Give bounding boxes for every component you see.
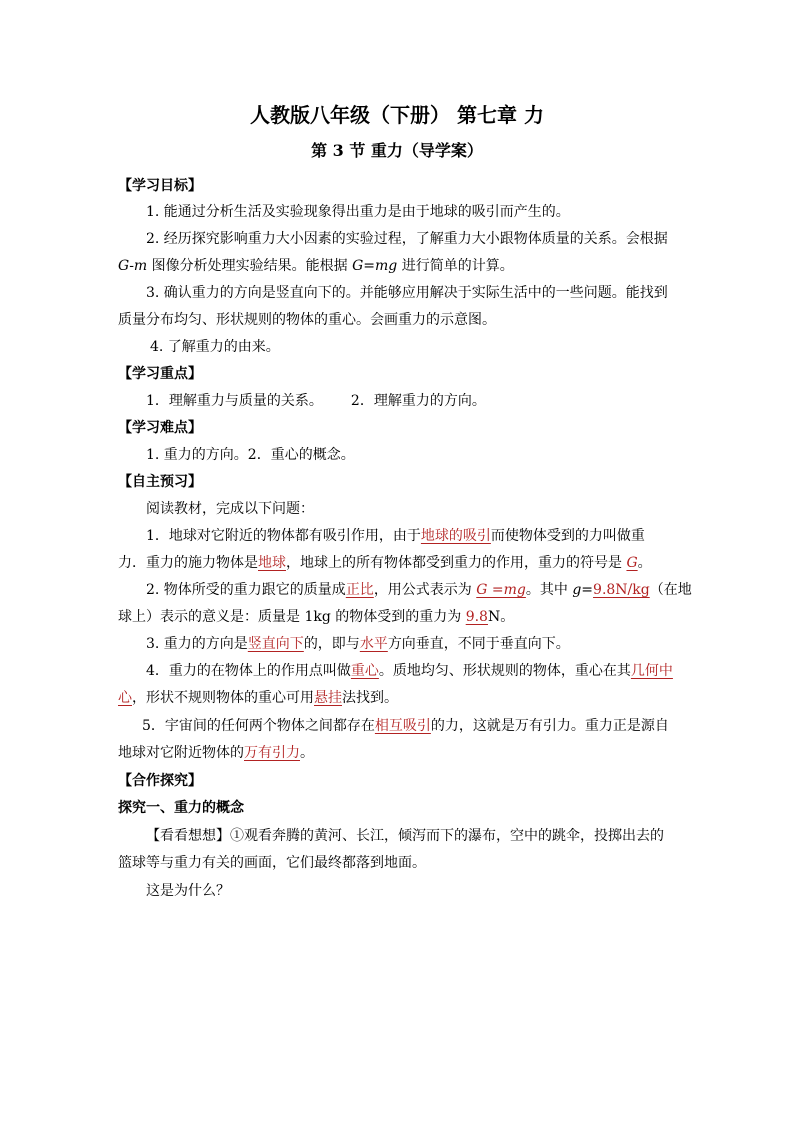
answer-blank: 水平	[359, 636, 388, 652]
objective-2-line2	[118, 256, 678, 276]
objective-3-line2: 质量分布均匀、形状规则的物体的重心。会画重力的示意图。	[118, 312, 496, 328]
preview-q5-line2	[118, 743, 678, 763]
look-label: 【看看想想】	[146, 828, 230, 844]
objective-3-line1: 3. 确认重力的方向是竖直向下的。并能够应用解决于实际生活中的一些问题。能找到	[146, 285, 668, 301]
key-points-line	[146, 391, 706, 411]
answer-blank: 正比	[345, 582, 374, 598]
answer-blank: 万有引力	[244, 745, 300, 761]
text: 的力，这就是万有引力。重力正是源自	[430, 718, 669, 734]
answer-blank: 竖直向下	[247, 636, 304, 652]
text: ①观看奔腾的黄河、长江，倾泻而下的瀑布，空中的跳伞，投掷出去的	[230, 828, 664, 844]
dash: -	[129, 258, 134, 274]
answer-blank: 重心	[350, 663, 379, 679]
key-point-2: 2．理解重力的方向。	[350, 393, 486, 409]
preview-q2-line1	[146, 580, 706, 600]
text: 。	[637, 555, 652, 571]
preview-q1-line1	[146, 526, 706, 546]
text: 。	[300, 745, 314, 761]
preview-q3	[146, 634, 706, 654]
answer-blank: 悬挂	[314, 690, 342, 706]
text: 地球对它附近物体的	[118, 745, 244, 761]
symbol-m: m	[133, 258, 148, 274]
text: 法找到。	[342, 690, 398, 706]
answer-blank: 9.8N/kg	[593, 582, 650, 598]
text: 。其中	[525, 582, 573, 598]
answer-blank: 心	[118, 690, 132, 706]
answer-blank: G =mg	[476, 582, 526, 598]
key-point-1: 1．理解重力与质量的关系。	[146, 393, 323, 409]
text: 力．重力的施力物体是	[118, 555, 258, 571]
objective-2-line1: 2. 经历探究影响重力大小因素的实验过程，了解重力大小跟物体质量的关系。会根据	[146, 231, 668, 247]
preview-q4-line2	[118, 688, 678, 708]
text: 图像分析处理实验结果。能根据	[147, 258, 353, 274]
preview-q5-line1	[142, 716, 702, 736]
objective-1: 1. 能通过分析生活及实验现象得出重力是由于地球的吸引而产生的。	[146, 204, 570, 220]
text: ，地球上的所有物体都受到重力的作用，重力的符号是	[286, 555, 627, 571]
objective-4: 4. 了解重力的由来。	[150, 339, 280, 355]
text: 。质地均匀、形状规则的物体，重心在其	[378, 663, 631, 679]
preview-q1-line2	[118, 553, 678, 573]
text: 而使物体受到的力叫做重	[490, 528, 645, 544]
text: 4．重力的在物体上的作用点叫做	[146, 663, 351, 679]
page-subtitle: 第 3 节 重力（导学案）	[311, 141, 483, 160]
objectives-heading: 【学习目标】	[118, 178, 202, 194]
text: 1．地球对它附近的物体都有吸引作用，由于	[146, 528, 421, 544]
answer-blank: G	[626, 555, 638, 571]
text: 进行简单的计算。	[397, 258, 514, 274]
cooperation-heading: 【合作探究】	[118, 773, 202, 789]
answer-blank: 几何中	[630, 663, 673, 679]
look-think-line1	[146, 826, 706, 846]
difficulties-text: 1. 重力的方向。2．重心的概念。	[146, 447, 355, 463]
look-think-line2: 篮球等与重力有关的画面，它们最终都落到地面。	[118, 855, 426, 871]
why-question: 这是为什么？	[146, 883, 230, 899]
page-title: 人教版八年级（下册） 第七章 力	[250, 103, 544, 127]
text: ，用公式表示为	[373, 582, 477, 598]
text: 方向垂直，不同于垂直向下。	[387, 636, 570, 652]
preview-q4-line1	[146, 661, 706, 681]
difficulties-heading: 【学习难点】	[118, 420, 202, 436]
text: N。	[487, 609, 515, 625]
text: （在地	[649, 582, 692, 598]
text: 的，即与	[303, 636, 360, 652]
text: 5．宇宙间的任何两个物体之间都存在	[142, 718, 375, 734]
key-points-heading: 【学习重点】	[118, 366, 202, 382]
answer-blank: 相互吸引	[374, 718, 431, 734]
text: 球上）表示的意义是：质量是 1kg 的物体受到的重力为	[118, 609, 466, 625]
symbol-G: G	[118, 258, 130, 274]
answer-blank: 地球	[258, 555, 286, 571]
answer-blank: 9.8	[465, 609, 488, 625]
text: 3. 重力的方向是	[146, 636, 248, 652]
text: ，形状不规则物体的重心可用	[132, 690, 314, 706]
answer-blank: 地球的吸引	[420, 528, 491, 544]
preview-intro: 阅读教材，完成以下问题：	[146, 501, 314, 517]
topic-1-heading: 探究一、重力的概念	[118, 800, 244, 816]
text: 2. 物体所受的重力跟它的质量成	[146, 582, 346, 598]
symbol-g: g	[572, 582, 582, 598]
formula: G=mg	[352, 258, 398, 274]
preview-heading: 【自主预习】	[118, 474, 202, 490]
text: =	[581, 582, 594, 598]
preview-q2-line2	[118, 607, 678, 627]
